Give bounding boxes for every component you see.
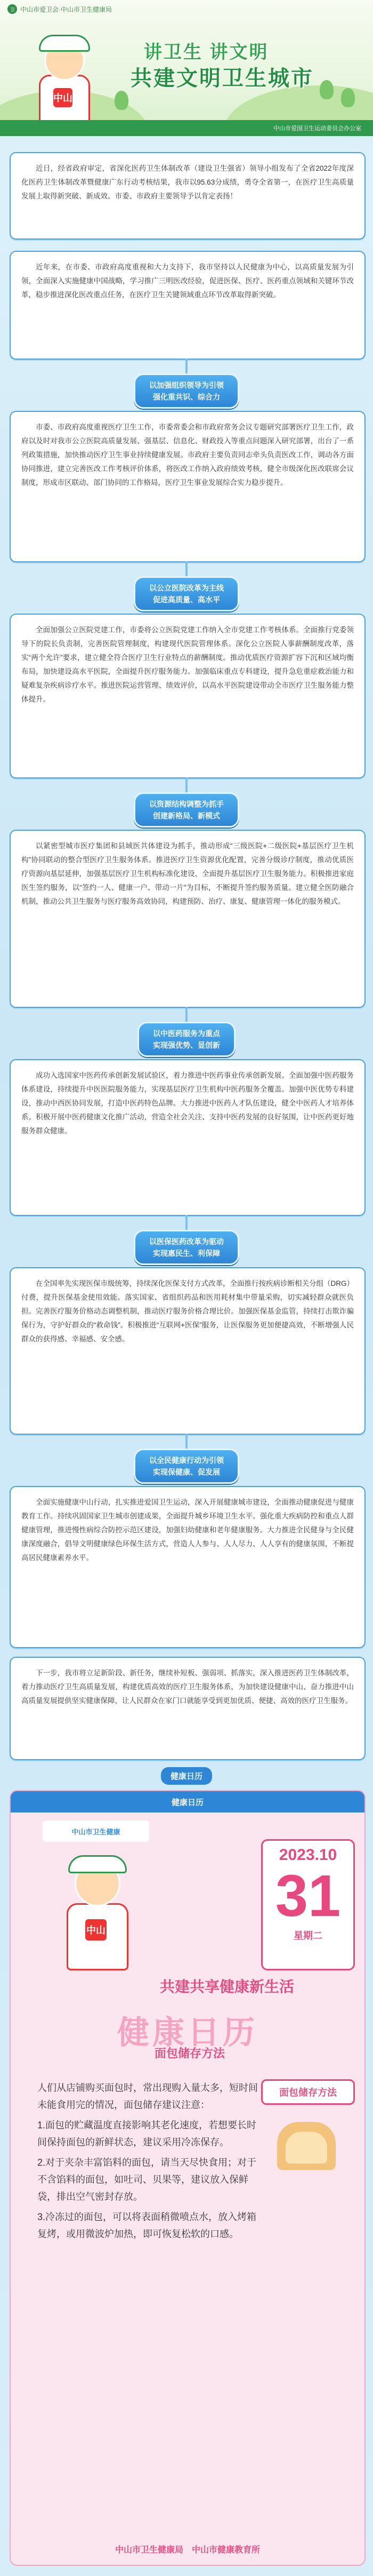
section-2-card xyxy=(10,614,366,778)
tip-item: 人们从店铺购买面包时，常出现购入量太多，短时间未能食用完的情况，面包储存建议注意： xyxy=(37,2082,258,2110)
section-3-title-line2: 创建新格局、新模式 xyxy=(153,812,220,820)
tips-list xyxy=(37,2079,261,2246)
section-4-text: 成功入选国家中医药传承创新发展试验区，着力推进中医药事业传承创新发展。全面加强中医药服务体系建设，持续提升中医医院服务能力，实现基层医疗卫生机构中医药服务全覆盖。加强中医优势专科建设，推动中西医协同发展，打造中医药特色品牌。大力推进中医药人才队伍建设，健全中医药人才培养体系。积极开展中医药健康文化推广活动，营造全社会关注、支持中医药发展的良好氛围，让中医药更好地服务群众健康。 xyxy=(21,1071,354,1135)
brand-name: 中山市爱卫会·中山市卫生健康局 xyxy=(20,5,112,13)
bread-icon xyxy=(277,2122,336,2170)
poster-slogan: 共建共享健康新生活 xyxy=(160,1978,295,1995)
banner-title-line1: 讲卫生 讲文明 xyxy=(144,42,269,62)
section-5-title-line1: 以医保医药改革为驱动 xyxy=(149,1237,224,1246)
intro-text: 近日，经省政府审定，省深化医药卫生体制改革（建设卫生强省）领导小组发布了全省2022年度深化医药卫生体制改革暨健康广东行动考核结果，我市以95.63分成绩，勇夺全省第一，在医疗卫生高质量发展上取得新突破、新成效。市委、市政府主要领导予以肯定表扬！ xyxy=(21,164,354,200)
section-3-card xyxy=(10,830,366,1008)
section-4-title-line2: 实现强优势、显创新 xyxy=(153,1041,220,1050)
section-3-title-line1: 以资源结构调整为抓手 xyxy=(149,800,224,808)
section-6-title xyxy=(134,1449,239,1484)
poster-logo: 中山市卫生健康 xyxy=(43,1820,149,1842)
section-3-title xyxy=(134,792,239,828)
section-1-card xyxy=(10,411,366,562)
section-6-text: 全面实施健康中山行动，扎实推进爱国卫生运动，深入开展健康城市建设，全面推动健康促进与健康教育工作。持续巩固国家卫生城市创建成果，全面提升城乡环境卫生水平。强化重大疾病防控和重点人群健康管理，推进慢性病综合防控示范区建设，加强妇幼健康和老年健康服务。大力推进全民健身与全民健康深度融合，倡导文明健康绿色环保生活方式，营造人人参与、人人尽力、人人享有的健康氛围，不断提高居民健康素养水平。 xyxy=(21,1498,354,1562)
brand-logo-icon: 卫 xyxy=(7,4,17,14)
section-2-title-line2: 促进高质量、高水平 xyxy=(153,595,220,604)
section-1-title-line1: 以加强组织领导为引领 xyxy=(149,381,224,389)
poster-footer: 中山市卫生健康局 中山市健康教育所 xyxy=(115,2546,260,2555)
intro-card xyxy=(10,152,366,240)
section-5-title-line2: 实现惠民生、利保障 xyxy=(153,1249,220,1258)
section-1-text: 市委、市政府高度重视医疗卫生工作，市委常委会和市政府常务会议专题研究部署医疗卫生工作，政府以及时对我市公立医院高质量发展、强基层、信息化、财政投入等重点问题深入研究部署，出台了一系列政策措施，加快推动医疗卫生事业持续健康发展。市政府主要负责同志牵头负责医改工作，调动各方面协同推进，建立完善医改工作考核评价体系，将医改工作纳入政府绩效考核，健全市级深化医改联席会议制度，形成市区联动、部门协同的工作格局，医疗卫生事业发展综合实力稳步提升。 xyxy=(21,423,354,487)
section-5-text: 在全国率先实现医保市级统筹，持续深化医保支付方式改革，全面推行按疾病诊断相关分组（DRG）付费，提升医保基金使用效能。落实国家、省组织药品和医用耗材集中带量采购，切实减轻群众就医负担。完善医疗服务价格动态调整机制，推动医疗服务价格合理比价。加强医保基金监管，持续打击欺诈骗保行为，守护好群众的“救命钱”。积极推进“互联网+医保”服务，让医保服务更加便捷高效，不断增强人民群众的获得感、幸福感、安全感。 xyxy=(21,1279,354,1343)
section-1-title-line2: 强化重共识、综合力 xyxy=(153,393,220,401)
date-day: 31 xyxy=(275,1863,341,1929)
closing-card xyxy=(10,1657,366,1760)
brand xyxy=(7,4,112,14)
section-6-title-line1: 以全民健康行动为引领 xyxy=(149,1456,224,1465)
poster-big-title: 健康日历 xyxy=(117,2015,258,2050)
intro2-text: 近年来，在市委、市政府高度重视和大力支持下，我市坚持以人民健康为中心，以高质量发展为引领，全面深入实施健康中国战略，学习推广三明医改经验，促进医保、医疗、医药重点领域和关键环节改革，稳步推进深化医改重点任务，在医疗卫生关键领域重点环节改革取得新突破。 xyxy=(21,263,354,299)
tip-item: 1.面包的贮藏温度直接影响其老化速度，若想要长时间保持面包的新鲜状态，建议采用冷冻保存。 xyxy=(37,2120,257,2148)
section-5-card xyxy=(10,1267,366,1435)
date-year-month: 2023.10 xyxy=(279,1846,337,1864)
section-2-title xyxy=(134,576,239,611)
banner-title-line2: 共建文明卫生城市 xyxy=(131,67,314,90)
poster-mascot xyxy=(48,1855,144,1973)
date-card xyxy=(261,1839,355,1970)
top-banner xyxy=(0,0,373,136)
tip-item: 2.对于夹杂丰富馅料的面包，请当天尽快食用；对于不含馅料的面包，如吐司、贝果等，建议放入保鲜袋，排出空气密封存放。 xyxy=(37,2157,257,2202)
health-calendar-label: 健康日历 xyxy=(161,1767,212,1785)
section-6-title-line2: 实现保健康、促发展 xyxy=(153,1468,220,1476)
section-1-title xyxy=(134,373,239,409)
section-4-card xyxy=(10,1059,366,1216)
poster-subtitle: 面包储存方法 xyxy=(155,2047,225,2060)
health-calendar-poster xyxy=(10,1790,366,2566)
tip-box-title: 面包储存方法 xyxy=(279,2087,337,2098)
mascot-illustration xyxy=(20,29,106,131)
mascot-badge: 中山 xyxy=(53,88,72,107)
date-weekday: 星期二 xyxy=(294,1930,322,1941)
closing-text: 下一步，我市将立足新阶段、新任务，继续补短板、强弱项、抓落实，深入推进医药卫生体制改革，着力推动医疗卫生高质量发展，构建优质高效的医疗卫生服务体系，为加快建设健康中山、奋力推进中山高质量发展提供坚实健康保障，让人民群众在家门口就能享受到更加优质、便捷、高效的医疗卫生服务。 xyxy=(21,1669,354,1705)
section-4-title-line1: 以中医药服务为重点 xyxy=(153,1029,220,1038)
intro2-card xyxy=(10,251,366,360)
section-6-card xyxy=(10,1486,366,1648)
banner-subtitle: 中山市爱国卫生运动委员会办公室 xyxy=(273,125,361,132)
section-3-text: 以紧密型城市医疗集团和县域医共体建设为抓手，推动形成“三级医院+二级医院+基层医疗卫生机构”协同联动的整合型医疗卫生服务体系。推进医疗卫生资源优化配置，完善分级诊疗制度，推动优质医疗资源向基层延伸，加强基层医疗卫生机构标准化建设，全面提升基层医疗卫生服务能力。积极推进家庭医生签约服务，以“签约一人、健康一户、带动一片”为目标，不断提升签约服务质量。建立健全医防融合机制，推动公共卫生服务与医疗服务高效协同，构建预防、治疗、康复、健康管理一体化的服务模式。 xyxy=(21,842,354,905)
poster-header: 健康日历 xyxy=(11,1791,364,1812)
tip-box xyxy=(261,2079,355,2105)
section-5-title xyxy=(134,1230,239,1265)
section-2-text: 全面加强公立医院党建工作，市委将公立医院党建工作纳入全市党建工作考核体系。全面推行党委领导下的院长负责制，完善医院管理制度，构建现代医院管理体系。深化公立医院人事薪酬制度改革，落实“两个允许”要求，建立健全符合医疗卫生行业特点的薪酬制度。推动优质医疗资源扩容下沉和区域均衡布局，加快建设高水平医院，全面提升医疗服务能力。加强临床重点专科建设，提升急危重症救治能力和疑难复杂疾病诊疗水平。推进医院运营管理、绩效评价，以高水平医院建设带动全市医疗卫生服务能力整体提升。 xyxy=(21,626,354,703)
section-4-title xyxy=(137,1022,236,1057)
tip-item: 3.冷冻过的面包，可以将表面稍微喷点水，放入烤箱复烤，或用微波炉加热，即可恢复松软的口感。 xyxy=(37,2212,257,2239)
poster-mascot-badge: 中山 xyxy=(85,1919,107,1941)
section-2-title-line1: 以公立医院改革为主线 xyxy=(149,584,224,592)
